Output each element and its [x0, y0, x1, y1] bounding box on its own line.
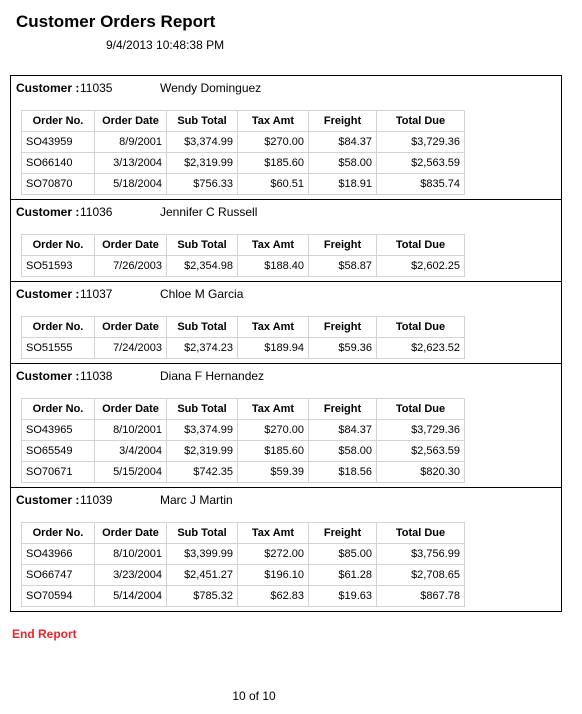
order-date-cell: 8/10/2001	[95, 544, 167, 565]
customer-name: Diana F Hernandez	[160, 369, 265, 383]
total-due-cell: $2,563.59	[377, 441, 465, 462]
total-due-cell: $2,708.65	[377, 565, 465, 586]
orders-header-row	[22, 111, 465, 132]
customer-id: 11037	[80, 287, 113, 301]
order-no-cell: SO51555	[22, 338, 95, 359]
column-header-freight: Freight	[309, 523, 377, 544]
order-no-cell: SO70594	[22, 586, 95, 607]
freight-cell: $61.28	[309, 565, 377, 586]
total-due-cell: $3,729.36	[377, 420, 465, 441]
table-row	[22, 420, 465, 441]
column-header-freight: Freight	[309, 111, 377, 132]
customer-label: Customer :	[16, 493, 80, 507]
table-row	[22, 565, 465, 586]
order-date-cell: 3/4/2004	[95, 441, 167, 462]
column-header-sub-total: Sub Total	[167, 399, 238, 420]
sub-total-cell: $2,319.99	[167, 153, 238, 174]
orders-header-row	[22, 399, 465, 420]
tax-amt-cell: $59.39	[238, 462, 309, 483]
sub-total-cell: $785.32	[167, 586, 238, 607]
customer-block	[10, 488, 562, 612]
column-header-freight: Freight	[309, 399, 377, 420]
order-no-cell: SO65549	[22, 441, 95, 462]
order-date-cell: 5/15/2004	[95, 462, 167, 483]
column-header-sub-total: Sub Total	[167, 317, 238, 338]
order-no-cell: SO66747	[22, 565, 95, 586]
total-due-cell: $2,563.59	[377, 153, 465, 174]
order-date-cell: 3/23/2004	[95, 565, 167, 586]
freight-cell: $18.56	[309, 462, 377, 483]
column-header-tax-amt: Tax Amt	[238, 523, 309, 544]
order-date-cell: 7/26/2003	[95, 256, 167, 277]
report-timestamp: 9/4/2013 10:48:38 PM	[106, 38, 225, 52]
column-header-sub-total: Sub Total	[167, 523, 238, 544]
total-due-cell: $3,729.36	[377, 132, 465, 153]
tax-amt-cell: $196.10	[238, 565, 309, 586]
sub-total-cell: $756.33	[167, 174, 238, 195]
customer-label: Customer :	[16, 369, 80, 383]
column-header-total-due: Total Due	[377, 235, 465, 256]
table-row	[22, 338, 465, 359]
customer-name: Jennifer C Russell	[160, 205, 258, 219]
column-header-order-date: Order Date	[95, 111, 167, 132]
column-header-tax-amt: Tax Amt	[238, 111, 309, 132]
customer-id: 11035	[80, 81, 113, 95]
column-header-tax-amt: Tax Amt	[238, 235, 309, 256]
end-report-label: End Report	[12, 627, 77, 641]
order-no-cell: SO70870	[22, 174, 95, 195]
sub-total-cell: $742.35	[167, 462, 238, 483]
tax-amt-cell: $272.00	[238, 544, 309, 565]
page-number: 10 of 10	[232, 689, 276, 703]
customer-label: Customer :	[16, 81, 80, 95]
order-no-cell: SO51593	[22, 256, 95, 277]
table-row	[22, 544, 465, 565]
column-header-sub-total: Sub Total	[167, 111, 238, 132]
orders-table	[21, 522, 465, 607]
customer-block	[10, 200, 562, 282]
column-header-total-due: Total Due	[377, 111, 465, 132]
customer-name: Chloe M Garcia	[160, 287, 244, 301]
total-due-cell: $820.30	[377, 462, 465, 483]
total-due-cell: $2,623.52	[377, 338, 465, 359]
customer-header	[11, 368, 561, 398]
total-due-cell: $867.78	[377, 586, 465, 607]
orders-header-row	[22, 523, 465, 544]
table-row	[22, 174, 465, 195]
customer-id: 11038	[80, 369, 113, 383]
column-header-order-date: Order Date	[95, 317, 167, 338]
freight-cell: $84.37	[309, 420, 377, 441]
column-header-total-due: Total Due	[377, 523, 465, 544]
table-row	[22, 586, 465, 607]
orders-table	[21, 398, 465, 483]
customer-header	[11, 286, 561, 316]
freight-cell: $19.63	[309, 586, 377, 607]
freight-cell: $59.36	[309, 338, 377, 359]
order-no-cell: SO66140	[22, 153, 95, 174]
column-header-freight: Freight	[309, 317, 377, 338]
tax-amt-cell: $185.60	[238, 441, 309, 462]
customer-label: Customer :	[16, 205, 80, 219]
column-header-order-date: Order Date	[95, 235, 167, 256]
sub-total-cell: $2,319.99	[167, 441, 238, 462]
column-header-total-due: Total Due	[377, 399, 465, 420]
tax-amt-cell: $270.00	[238, 420, 309, 441]
column-header-order-no: Order No.	[22, 399, 95, 420]
customer-header	[11, 204, 561, 234]
freight-cell: $58.00	[309, 441, 377, 462]
column-header-freight: Freight	[309, 235, 377, 256]
order-no-cell: SO43966	[22, 544, 95, 565]
table-row	[22, 462, 465, 483]
column-header-order-date: Order Date	[95, 523, 167, 544]
orders-table	[21, 234, 465, 277]
column-header-order-no: Order No.	[22, 111, 95, 132]
tax-amt-cell: $185.60	[238, 153, 309, 174]
customer-block	[10, 76, 562, 200]
customer-list	[10, 75, 562, 612]
order-date-cell: 3/13/2004	[95, 153, 167, 174]
sub-total-cell: $3,374.99	[167, 420, 238, 441]
column-header-order-no: Order No.	[22, 317, 95, 338]
total-due-cell: $3,756.99	[377, 544, 465, 565]
table-row	[22, 132, 465, 153]
orders-header-row	[22, 235, 465, 256]
freight-cell: $85.00	[309, 544, 377, 565]
customer-label: Customer :	[16, 287, 80, 301]
column-header-total-due: Total Due	[377, 317, 465, 338]
order-date-cell: 8/9/2001	[95, 132, 167, 153]
freight-cell: $58.87	[309, 256, 377, 277]
orders-table	[21, 110, 465, 195]
customer-header	[11, 80, 561, 110]
column-header-tax-amt: Tax Amt	[238, 317, 309, 338]
tax-amt-cell: $270.00	[238, 132, 309, 153]
column-header-tax-amt: Tax Amt	[238, 399, 309, 420]
sub-total-cell: $2,354.98	[167, 256, 238, 277]
order-date-cell: 5/14/2004	[95, 586, 167, 607]
tax-amt-cell: $188.40	[238, 256, 309, 277]
order-date-cell: 7/24/2003	[95, 338, 167, 359]
sub-total-cell: $2,451.27	[167, 565, 238, 586]
order-no-cell: SO70671	[22, 462, 95, 483]
total-due-cell: $2,602.25	[377, 256, 465, 277]
customer-name: Marc J Martin	[160, 493, 233, 507]
tax-amt-cell: $62.83	[238, 586, 309, 607]
table-row	[22, 441, 465, 462]
order-no-cell: SO43965	[22, 420, 95, 441]
table-row	[22, 256, 465, 277]
orders-table	[21, 316, 465, 359]
customer-id: 11039	[80, 493, 113, 507]
column-header-sub-total: Sub Total	[167, 235, 238, 256]
sub-total-cell: $3,374.99	[167, 132, 238, 153]
order-date-cell: 8/10/2001	[95, 420, 167, 441]
customer-header	[11, 492, 561, 522]
column-header-order-no: Order No.	[22, 235, 95, 256]
customer-block	[10, 282, 562, 364]
freight-cell: $18.91	[309, 174, 377, 195]
report-title: Customer Orders Report	[16, 12, 216, 31]
customer-name: Wendy Dominguez	[160, 81, 262, 95]
total-due-cell: $835.74	[377, 174, 465, 195]
order-date-cell: 5/18/2004	[95, 174, 167, 195]
freight-cell: $84.37	[309, 132, 377, 153]
orders-header-row	[22, 317, 465, 338]
tax-amt-cell: $60.51	[238, 174, 309, 195]
sub-total-cell: $3,399.99	[167, 544, 238, 565]
sub-total-cell: $2,374.23	[167, 338, 238, 359]
order-no-cell: SO43959	[22, 132, 95, 153]
column-header-order-date: Order Date	[95, 399, 167, 420]
table-row	[22, 153, 465, 174]
customer-block	[10, 364, 562, 488]
column-header-order-no: Order No.	[22, 523, 95, 544]
tax-amt-cell: $189.94	[238, 338, 309, 359]
customer-id: 11036	[80, 205, 113, 219]
freight-cell: $58.00	[309, 153, 377, 174]
